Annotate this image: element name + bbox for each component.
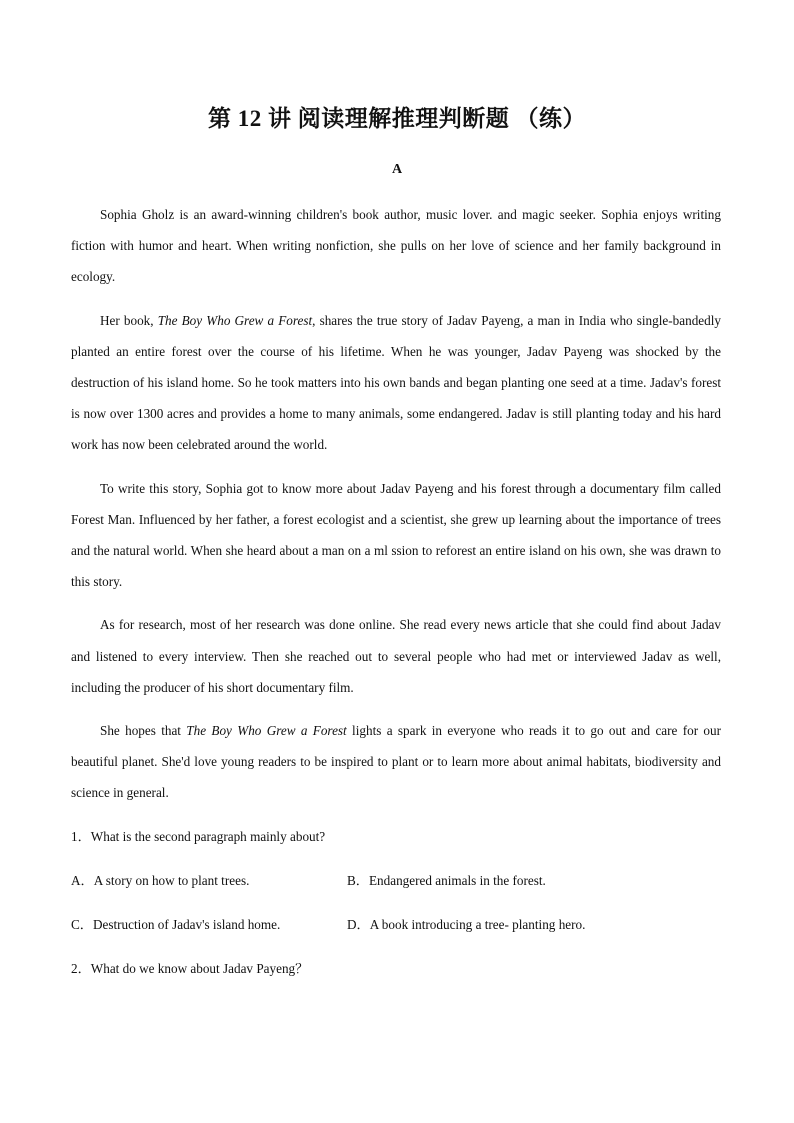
question-1-options-row-2: [71, 909, 721, 940]
passage: [71, 199, 721, 997]
book-title: The Boy Who Grew a Forest: [157, 312, 313, 328]
passage-paragraph-2: [71, 305, 721, 461]
question-1: 1．What is the second paragraph mainly about?: [71, 828, 326, 844]
option-a: A．A story on how to plant trees.: [71, 872, 250, 888]
paragraph-text: As for research, most of her research was done online. She read every news article that she could find about Jadav and listened to every interview. Then she reached out to several people who had met or interviewed Jadav as well, including the producer of his short documentary film.: [71, 617, 721, 695]
page-title: 第 12 讲 阅读理解推理判断题 （练）: [208, 106, 586, 131]
section-label: A: [391, 162, 403, 177]
paragraph-text: lights a spark in everyone who reads it to go out and care for our beautiful planet. She'd love young readers to be inspired to plant or to learn more about animal habitats, biodiversity and science in general.: [71, 723, 722, 801]
question-2: 2．What do we know about Jadav Payeng？: [71, 960, 309, 976]
paragraph-text: , shares the true story of Jadav Payeng, a man in India who single-bandedly planted an entire forest over the course of his lifetime. When he was younger, Jadav Payeng was shocked by the destruction of his island home. So he took matters into his own bands and began planting one seed at a time. Jadav's forest is now over 1300 acres and provides a home to many animals, some endangered. Jadav is still planting today and his hard work has now been celebrated around the world.: [71, 312, 721, 453]
passage-paragraph-3: [71, 473, 721, 598]
option-d: D．A book introducing a tree- planting hero.: [347, 916, 586, 932]
book-title: The Boy Who Grew a Forest: [186, 723, 347, 739]
passage-paragraph-4: [71, 609, 721, 703]
paragraph-text: Sophia Gholz is an award-winning children's book author, music lover. and magic seeker. Sophia enjoys writing fiction with humor and heart. When writing nonfiction, she pulls on her love of science and her family background in ecology.: [71, 207, 721, 285]
paragraph-text: To write this story, Sophia got to know more about Jadav Payeng and his forest through a documentary film called Forest Man. Influenced by her father, a forest ecologist and a scientist, she grew up learning about the importance of trees and the natural world. When she heard about a man on a ml ssion to reforest an entire island on his own, she was drawn to this story.: [71, 480, 721, 590]
paragraph-text: She hopes that: [100, 723, 187, 739]
paragraph-text: Her book,: [100, 312, 158, 328]
option-b: B．Endangered animals in the forest.: [347, 872, 546, 888]
passage-paragraph-1: [71, 199, 721, 293]
passage-paragraph-5: [71, 715, 721, 809]
option-c: C．Destruction of Jadav's island home.: [71, 916, 281, 932]
question-1-options-row-1: [71, 865, 721, 896]
